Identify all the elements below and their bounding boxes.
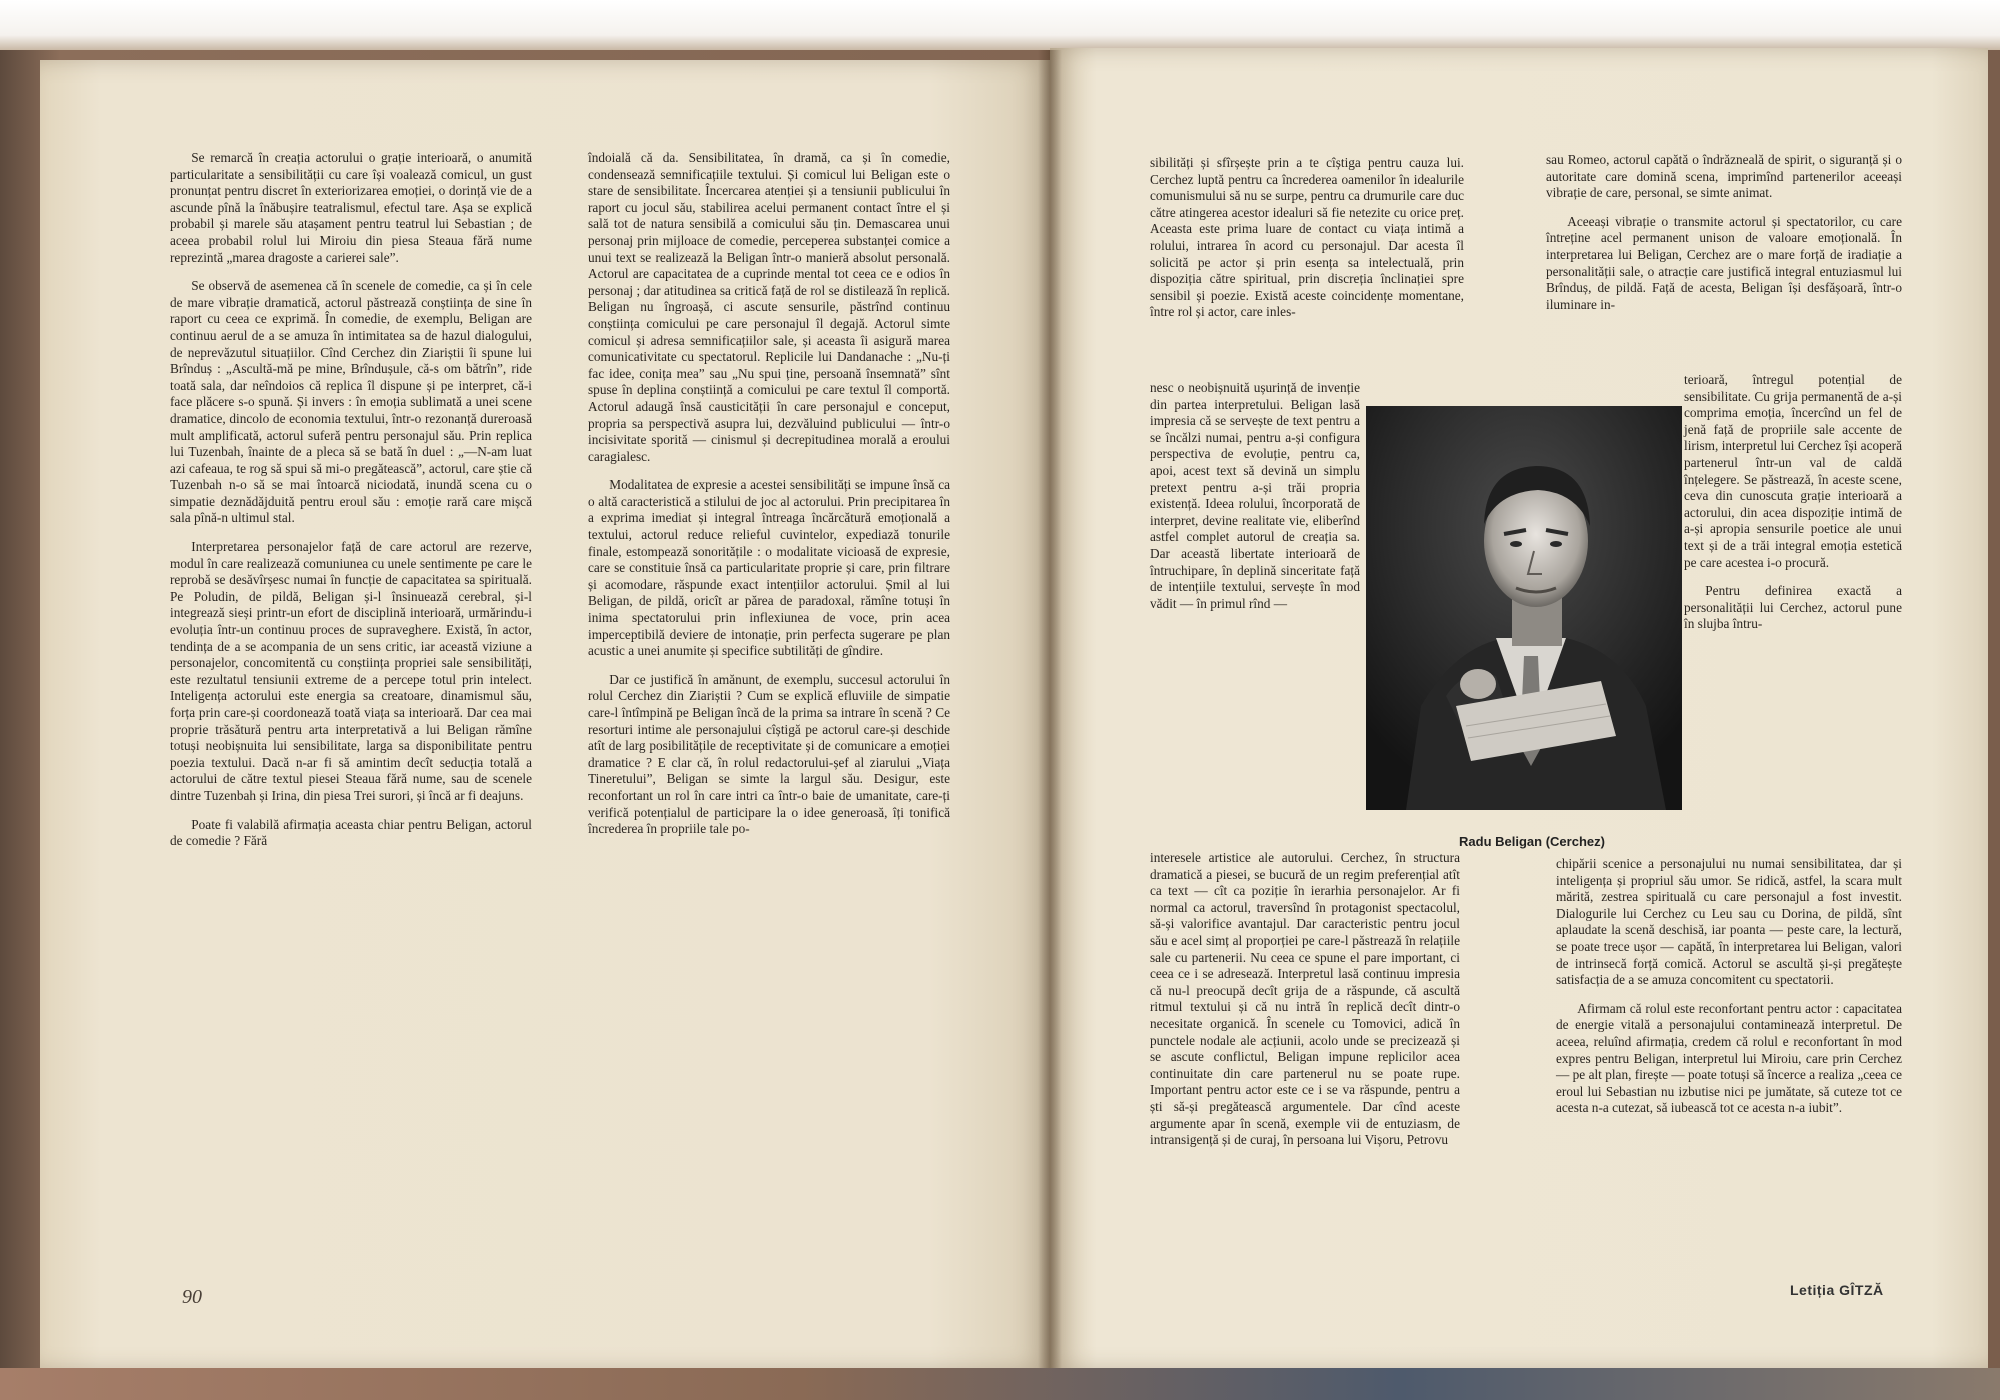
paragraph: Pentru definirea exactă a personalității lui Cerchez, actorul pune în slujba întru- <box>1684 583 1902 632</box>
binding-bottom <box>0 1368 2000 1400</box>
actor-photo <box>1366 406 1682 810</box>
paragraph: sibilități și sfîrșește prin a te cîștiga pentru cauza lui. Cerchez luptă pentru ca încrederea oamenilor în idealurile comunismului să nu se surpe, pentru ca drumurile care duc către atingerea acestor idealuri să fie netezite cu orice preț. Aceasta este prima luare de contact cu viața intimă a rolului, intrarea în acord cu personajul. Dar acesta îl solicită pe actor și prin esența sa intelectuală, prin dispoziția către spiritual, prin discreția înclinației spre sensibil și poezie. Există aceste coincidențe momentane, între rol și actor, care inles- <box>1150 155 1464 320</box>
portrait-image <box>1366 406 1682 810</box>
right-column-1-wrap <box>1150 380 1360 612</box>
right-column-2 <box>1546 152 1902 313</box>
paragraph: interesele artistice ale autorului. Cerchez, în structura dramatică a piesei, se bucură de un regim preferențial atît ca text — cît ca poziție în ierarhia personajelor. Ar fi normal ca actorul, traversînd în protagonist spectacolul, să-și valorifice avantajul. Dar caracteristic pentru jocul său e acel simț al proporției pe care-l păstrează în relațiile sale cu partenerii. Nu ceea ce spune el pare important, ci ceea ce i se adresează. Interpretul lasă continuu impresia că nu-l preocupă decît grija de a răspunde, că ascultă ritmul textului și că nu intră în replică decît dintr-o necesitate organică. În scenele cu Tomovici, adică în punctele nodale ale acțiunii, acolo unde se precizează și se ascute conflictul, Beligan impune replicilor acea continuitate din care partenerul nu se poate rupe. Important pentru actor este ce i se va răspunde, pentru a ști să-și pregătească argumentele. Dar cînd aceste argumente apar în scenă, exemple vii de entuziasm, de intransigență și de curaj, în persoana lui Vișoru, Petrovu <box>1150 850 1460 1148</box>
paragraph: terioară, întregul potențial de sensibilitate. Cu grija permanentă de a-și comprima emoția, încercînd un fel de jenă față de propriile sale accente de lirism, interpretul lui Cerchez își acoperă partenerul într-un val de caldă înțelegere. Se păstrează, în aceste scene, ceva din cunoscuta grație interioară a actorului, din acea dispoziție intimă de a-și apropia sensurile poetice ale unui text și de a trăi integral emoția estetică pe care acestea i-o procură. <box>1684 372 1902 570</box>
binding-top <box>0 0 2000 50</box>
right-column-1 <box>1150 155 1464 321</box>
paragraph: nesc o neobișnuită ușurință de invenție din partea interpretului. Beligan lasă impresia că se servește de text pentru a se încălzi numai, pentru a-și configura perspectiva de evoluție, pentru ca, apoi, acest text să devină un simplu pretext pentru a-și trăi propria existență. Ideea rolului, încorporată de interpret, devine realitate vie, eliberînd astfel complet autorul de creația sa. Dar această libertate interioară de întruchipare, în deplină sinceritate față de intențiile textului, servește în mod vădit — în primul rînd — <box>1150 380 1360 611</box>
page-number: 90 <box>182 1286 202 1308</box>
paragraph: Afirmam că rolul este reconfortant pentru actor : capacitatea de energie vitală a personajului contaminează interpretul. De aceea, reluînd afirmația, credem că rolul e reconfortant în mod expres pentru Beligan, interpretul lui Miroiu, care prin Cerchez — pe alt plan, firește — poate totuși să încerce a realiza „ceea ce eroul lui Sebastian nu izbutise nici pe jumătate, să cuteze tot ce acesta n-a cutezat, să iubească tot ce acesta n-a iubit”. <box>1556 1000 1902 1116</box>
paragraph: Se observă de asemenea că în scenele de comedie, ca și în cele de mare vibrație dramatică, actorul păstrează conștiința de sine în raport cu ceea ce exprimă. În comedie, de exemplu, Beligan are continuu aerul de a se amuza în intimitatea sa de hazul dialogului, de neprevăzutul situațiilor. Cînd Cerchez din Ziariștii îi spune lui Brînduș : „Ascultă-mă pe mine, Brîndușule, că-s om bătrîn”, ride toată sala, dar neîndoios că replica îl dispune și pe interpret, că-i face plăcere s-o spună. Și invers : în emoția sublimată a unei scene dramatice, dincolo de economia textului, într-o rezonanță dureroasă mult amplificată, actorul suferă pentru personajul său. Prin replica lui Tuzenbah, înainte de a pleca să se bată în duel : „—N-am luat azi cafeaua, te rog să spui să mi-o pregătească”, actorul, care știe că Tuzenbah n-o să se mai întoarcă niciodată, inundă scena cu o simpatie deznădăjduită pentru eroul său : emoție rară care mișcă sala pînă-n ultimul stal. <box>170 278 532 526</box>
right-column-2-bottom <box>1556 856 1902 1117</box>
paragraph: Interpretarea personajelor față de care actorul are rezerve, modul în care realizează comuniunea cu unele sentimente pe care le reprobă se desăvîrșesc numai în funcție de capacitatea sa spirituală. Pe Poludin, de pildă, Beligan și-l însinuează cerebral, și-l integrează sieși printr-un efort de disciplină interioară, urmărindu-i evoluția într-un continuu proces de supraveghere. Există, în actor, tendința de a se acompania de un sens critic, iar această viziune a personajelor, concomitentă cu conștiința propriei sale sensibilități, este rezultatul tensiunii extreme de a percepe totul prin intelect. Inteligența actorului este energia sa creatoare, dinamismul său, forța prin care-și coordonează toată viața sa interioară. Dar cea mai proprie trăsătură pentru arta interpretativă a lui Beligan rămîne totuși neobișnuita lui sensibilitate, larga sa disponibilitate pentru poezia textului. Dacă n-ar fi să amintim decît seducția totală a actorului de către textul piesei Steaua fără nume, sau de scenele dintre Tuzenbah și Irina, din piesa Trei surori, și încă ar fi deajuns. <box>170 539 532 803</box>
paragraph: Poate fi valabilă afirmația aceasta chiar pentru Beligan, actorul de comedie ? Fără <box>170 816 532 849</box>
right-column-2-wrap <box>1684 372 1902 633</box>
photo-caption: Radu Beligan (Cerchez) <box>1459 834 1605 849</box>
paragraph: sau Romeo, actorul capătă o îndrăzneală de spirit, o siguranță și o autoritate care domină scena, imprimînd partenerilor aceeași vibrație de care, personal, se simte animat. <box>1546 152 1902 201</box>
paragraph: îndoială că da. Sensibilitatea, în dramă, ca și în comedie, condensează semnificațiile textului. Și comicul lui Beligan este o stare de sensibilitate. Încercarea atenției și a tensiunii publicului în raport cu jocul său, stabilirea acelui permanent contact între el și sală tot de natura sensibilă a comicului său țin. Demascarea unui personaj prin mijloace de comedie, perceperea substanței comice a unui text se realizează la Beligan într-o manieră absolut personală. Actorul are capacitatea de a cuprinde mental tot ceea ce e odios în personaj ; dar atitudinea sa critică față de rol se distilează în replică. Beligan nu îngroașă, ci ascute sensurile, păstrînd continuu conștiința comicului pe care personajul îl degajă. Actorul simte comicul și adresa semnificațiilor sale, și aceasta îi asigură marea comunicativitate cu spectatorul. Replicile lui Dandanache : „Nu-ți fac idee, conița mea” sau „Nu spui ține, persoană însemnată” sînt spuse în deplina conștiință a comicului pe care textul îl comportă. Actorul adaugă însă causticității în care personajul e conceput, propria sa perspectivă asupra lui, dezvăluind publicului — într-o incisivitate sporită — cinismul și decrepitudinea morală a eroului caragialesc. <box>588 150 950 464</box>
right-column-1-bottom <box>1150 850 1460 1149</box>
book-gutter <box>1038 50 1062 1370</box>
paragraph: Modalitatea de expresie a acestei sensibilități se impune însă ca o altă caracteristică a stilului de joc al actorului. Prin precipitarea în a exprima imediat și integral întreaga încărcătură emoțională a textului, actorul reduce relieful cuvintelor, expediază tonurile finale, estompează sonoritățile : o modalitate vicioasă de expresie, care se constituie însă ca particularitate proprie și care, prin filtrare și acomodare, răspunde exact intențiilor actorului. Șmil al lui Beligan, de pildă, oricît ar părea de paradoxal, rămîne totuși în inima spectatorului prin inflexiunea de voce, prin acea imperceptibilă deviere de intonație, prin perfecta sugerare pe plan acustic a unei anumite și specifice subtilități de gîndire. <box>588 477 950 659</box>
paragraph: Aceeași vibrație o transmite actorul și spectatorilor, cu care întreține acel permanent unison de valoare emoțională. În interpretarea lui Beligan, Cerchez are o mare forță de iradiație a personalității sale, o atracție care justifică integral entuziasmul lui Brînduș, de pildă. Față de acesta, Beligan își desfășoară, într-o iluminare in- <box>1546 213 1902 312</box>
paragraph: Se remarcă în creația actorului o grație interioară, o anumită particularitate a sensibilității cu care își voalează comicul, un gust pronunțat pentru discret în exteriorizarea emoției, o dorință vie de a ascunde pînă la înăbușire teatralismul, efectul tare. Așa se explică probabil și marele său atașament pentru teatrul lui Sebastian ; de aceea probabil rolul lui Miroiu din piesa Steaua fără nume reprezintă „marea dragoste a carierei sale”. <box>170 150 532 265</box>
paragraph: Dar ce justifică în amănunt, de exemplu, succesul actorului în rolul Cerchez din Ziariștii ? Cum se explică efluviile de simpatie care-l întîmpină pe Beligan încă de la prima sa intrare în scenă ? Ce resorturi intime ale personajului cîștigă pe actorul care-și deschide atît de larg posibilitățile de receptivitate și de comunicare a emoției dramatice ? E clar că, în rolul redactorului-șef al ziarului „Viața Tineretului”, Beligan se simte la largul său. Desigur, este reconfortant un rol în care intri ca într-o baie de umanitate, care-ți verifică potențialul de participare la o idee generoasă, îți tonifică încrederea în propriile tale po- <box>588 671 950 837</box>
paragraph: chipării scenice a personajului nu numai sensibilitatea, dar și inteligența și propriul său umor. Se ridică, astfel, la scara mult mărită, zestrea spirituală cu care personajul a fost investit. Dialogurile lui Cerchez cu Leu sau cu Dorina, de pildă, sînt aplaudate la scenă deschisă, iar poanta — peste care, la lectură, se poate trece ușor — capătă, în interpretarea lui Beligan, valori de intrinsecă forță comică. Actorul se ascultă și-și pregătește satisfacția de a se amuza concomitent cu spectatorii. <box>1556 856 1902 988</box>
author-signature: Letiția GÎTZĂ <box>1790 1282 1884 1298</box>
left-column-1 <box>170 150 532 850</box>
left-column-2 <box>588 150 950 838</box>
